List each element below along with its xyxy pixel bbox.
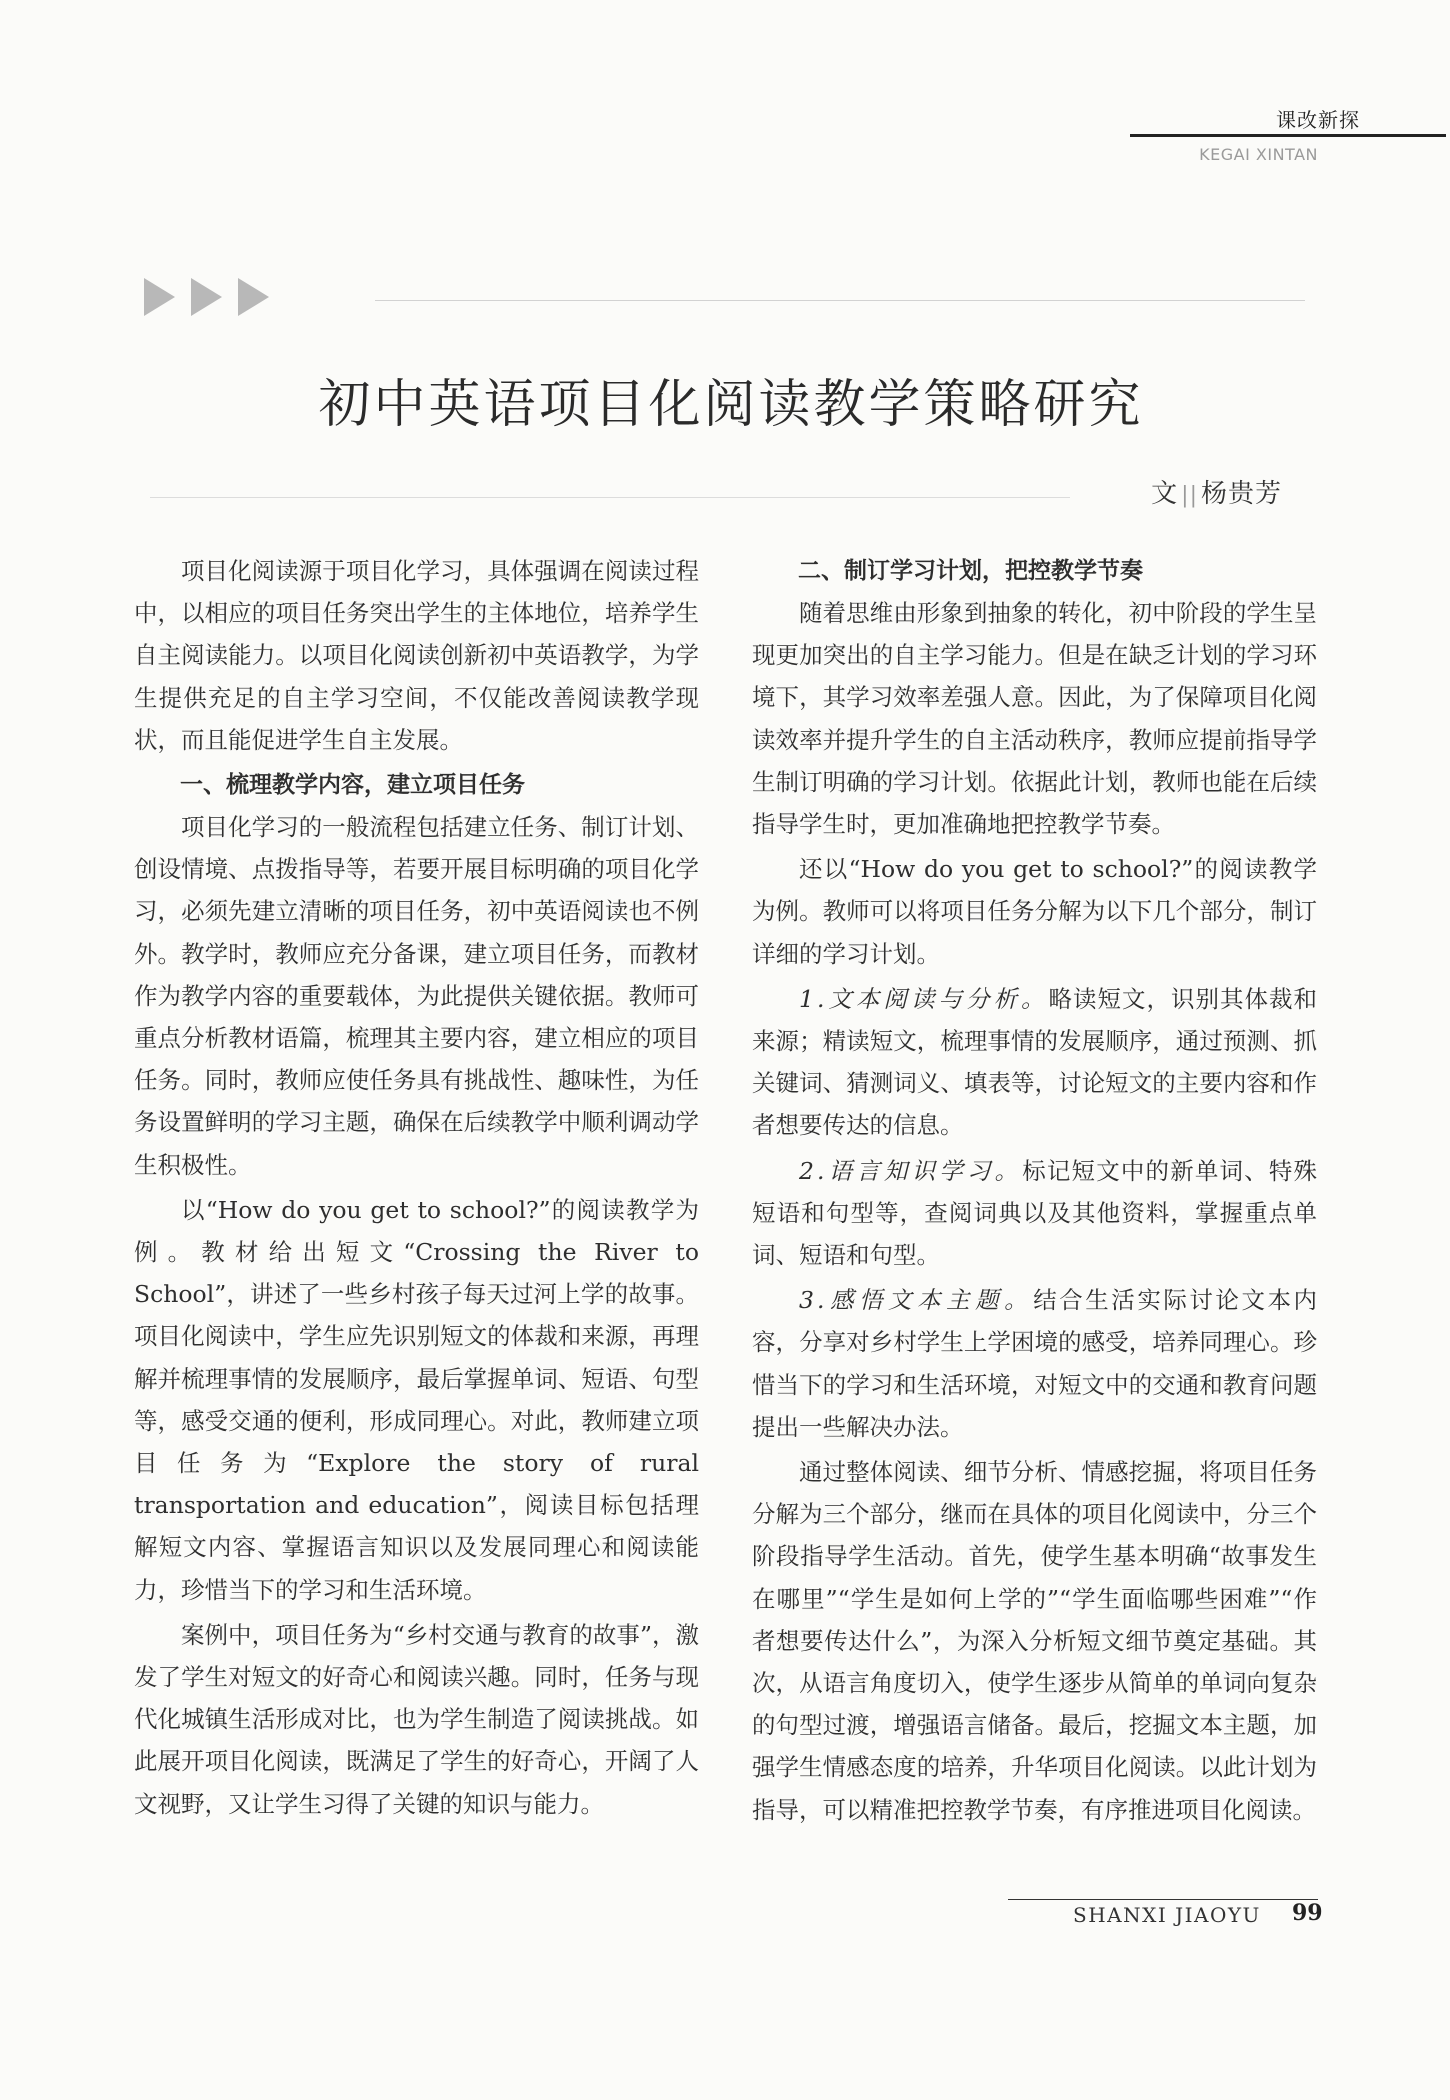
section-pinyin: KEGAI XINTAN	[1199, 145, 1318, 164]
plan-item-3	[752, 1279, 1317, 1448]
plan-item-2	[752, 1150, 1317, 1277]
footer-rule	[1008, 1899, 1318, 1900]
body-paragraph: 还以“How do you get to school?”的阅读教学为例。教师可以将项目任务分解为以下几个部分，制订详细的学习计划。	[752, 855, 1317, 968]
section-heading-2: 二、制订学习计划，把控教学节奏	[798, 558, 1143, 584]
section-name: 课改新探	[1276, 108, 1360, 132]
plan-item-label: 2.语言知识学习。	[799, 1156, 1023, 1185]
intro-paragraph: 项目化阅读源于项目化学习，具体强调在阅读过程中，以相应的项目任务突出学生的主体地位，培养学生自主阅读能力。以项目化阅读创新初中英语教学，为学生提供充足的自主学习空间，不仅能改善阅读教学现状，而且能促进学生自主发展。	[134, 557, 699, 754]
play-arrow-icon	[238, 278, 269, 316]
plan-item-text: 结合生活实际讨论文本内容，分享对乡村学生上学困境的感受，培养同理心。珍惜当下的学习和生活环境，对短文中的交通和教育问题提出一些解决办法。	[752, 1286, 1318, 1441]
article-title: 初中英语项目化阅读教学策略研究	[318, 375, 1144, 435]
play-arrow-icon	[191, 278, 222, 316]
byline	[1151, 473, 1282, 510]
author-name: 杨贵芳	[1200, 479, 1282, 509]
play-arrow-icon	[144, 278, 175, 316]
journal-name: SHANXI JIAOYU	[1073, 1903, 1261, 1927]
plan-item-1	[752, 978, 1317, 1147]
section-heading-1: 一、梳理教学内容，建立项目任务	[180, 772, 525, 799]
plan-item-text: 标记短文中的新单词、特殊短语和句型等，查阅词典以及其他资料，掌握重点单词、短语和句型。	[752, 1156, 1318, 1270]
left-column	[134, 550, 699, 1828]
right-column	[752, 550, 1317, 1834]
body-paragraph: 项目化学习的一般流程包括建立任务、制订计划、创设情境、点拨指导等，若要开展目标明确的项目化学习，必须先建立清晰的项目任务，初中英语阅读也不例外。教学时，教师应充分备课，建立项目任务，而教材作为教学内容的重要载体，为此提供关键依据。教师可重点分析教材语篇，梳理其主要内容，建立相应的项目任务。同时，教师应使任务具有挑战性、趣味性，为任务设置鲜明的学习主题，确保在后续教学中顺利调动学生积极性。	[134, 813, 699, 1179]
plan-item-label: 3.感悟文本主题。	[799, 1286, 1034, 1315]
decorative-arrows	[144, 278, 269, 316]
byline-separator: ||	[1181, 483, 1198, 508]
body-paragraph: 以“How do you get to school?”的阅读教学为例。教材给出短文“Crossing the River to School”，讲述了一些乡村孩子每天过河上学的故事。项目化阅读中，学生应先识别短文的体裁和来源，再理解并梳理事情的发展顺序，最后掌握单词、短语、句型等，感受交通的便利，形成同理心。对此，教师建立项目任务为“Explore the story of rural transportation and education”，阅读目标包括理解短文内容、掌握语言知识以及发展同理心和阅读能力，珍惜当下的学习和生活环境。	[134, 1195, 699, 1604]
body-paragraph: 随着思维由形象到抽象的转化，初中阶段的学生呈现更加突出的自主学习能力。但是在缺乏计划的学习环境下，其学习效率差强人意。因此，为了保障项目化阅读效率并提升学生的自主活动秩序，教师应提前指导学生制订明确的学习计划。依据此计划，教师也能在后续指导学生时，更加准确地把控教学节奏。	[752, 599, 1317, 839]
body-paragraph: 通过整体阅读、细节分析、情感挖掘，将项目任务分解为三个部分，继而在具体的项目化阅读中，分三个阶段指导学生活动。首先，使学生基本明确“故事发生在哪里”“学生是如何上学的”“学生面临哪些困难”“作者想要传达什么”，为深入分析短文细节奠定基础。其次，从语言角度切入，使学生逐步从简单的单词向复杂的句型过渡，增强语言储备。最后，挖掘文本主题，加强学生情感态度的培养，升华项目化阅读。以此计划为指导，可以精准把控教学节奏，有序推进项目化阅读。	[752, 1458, 1317, 1824]
plan-item-label: 1.文本阅读与分析。	[799, 984, 1049, 1013]
header-rule	[1130, 134, 1446, 137]
byline-rule	[150, 497, 1070, 498]
page-number: 99	[1292, 1900, 1323, 1926]
title-decoration-line	[375, 300, 1305, 301]
body-paragraph: 案例中，项目任务为“乡村交通与教育的故事”，激发了学生对短文的好奇心和阅读兴趣。同时，任务与现代化城镇生活形成对比，也为学生制造了阅读挑战。如此展开项目化阅读，既满足了学生的好奇心，开阔了人文视野，又让学生习得了关键的知识与能力。	[134, 1620, 699, 1818]
byline-prefix: 文	[1151, 479, 1179, 509]
plan-item-text: 略读短文，识别其体裁和来源；精读短文，梳理事情的发展顺序，通过预测、抓关键词、猜测词义、填表等，讨论短文的主要内容和作者想要传达的信息。	[752, 984, 1318, 1140]
